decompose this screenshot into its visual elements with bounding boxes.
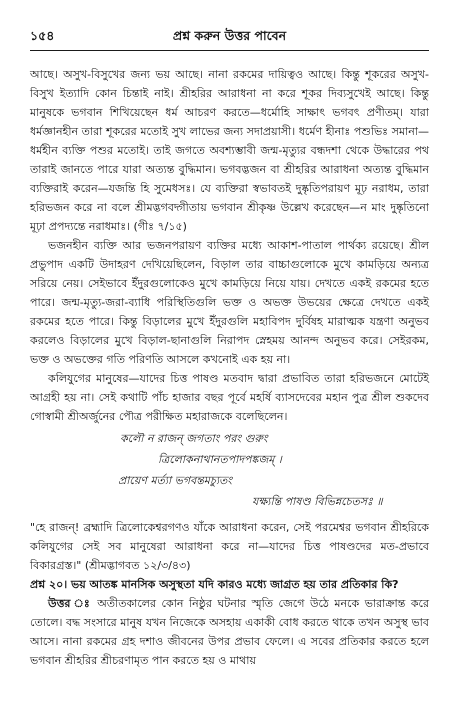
paragraph-3: কলিযুগের মানুষের—যাদের চিত্ত পাষণ্ড মতবাদ দ্বারা প্রভাবিত তারা হরিভজনে মোটেই আগ্রহী হয় না। সেই কথাটি পাঁচ হাজার বছর পূর্বে মহর্ষি ব্যাসদেবের মহান পুত্র শ্রীল শুকদেব গোস্বামী শ্রীঅর্জুনের পৌত্র পরীক্ষিত মহারাজকে বলেছিলেন। — [30, 372, 429, 423]
answer-text: অতীতকালের কোন নিষ্ঠুর ঘটনার স্মৃতি জেগে উঠে মনকে ভারাক্রান্ত করে তোলে। বদ্ধ সংসারে মানুষ যখন নিজেকে অসহায় একাকী বোধ করতে থাকে তখন অসুস্থ ভাব আসে। নানা রকমের গ্রহ দশাও জীবনের উপর প্রভাব ফেলে। এ সবের প্রতিকার করতে হলে ভগবান শ্রীহরির শ্রীচরণামৃত পান করতে হয় ও মাথায় — [30, 597, 429, 667]
question-heading: প্রশ্ন ২০। ভয় আতঙ্ক মানসিক অসুস্থতা যদি কারও মধ্যে জাগ্রত হয় তার প্রতিকার কি? — [30, 578, 399, 591]
sanskrit-verse — [30, 428, 429, 512]
page-header — [30, 28, 429, 48]
answer-paragraph — [30, 594, 429, 670]
page-number: ১৫৪ — [30, 28, 55, 43]
verse-line-2: ত্রিলোকনাথানতপাদপঙ্কজম্ । — [158, 453, 282, 466]
paragraph-1: আছে। অসুখ-বিসুখের জন্য ভয় আছে। নানা রকমের দায়িত্বও আছে। কিন্তু শূকরের অসুখ-বিসুখ ইত্যাদি কোন চিন্তাই নাই। শ্রীহরির আরাধনা না করে শূকর দিব্যসুখেই আছে। কিন্তু মানুষকে ভগবান শিখিয়েছেন ধর্ম আচরণ করতে—ধর্মোহি সাক্ষাৎ ভগবৎ প্রণীতম্। যারা ধর্মজ্ঞানহীন তারা শূকরের মতোই সুখ লাভের জন্য সদাপ্রয়াসী। ধর্মেণ হীনাঃ পশুভিঃ সমানা—ধর্মহীন ব্যক্তি পশুর মতোই। তাই জগতে অবশ্যম্ভাবী জন্ম-মৃত্যুর বন্ধদশা থেকে উদ্ধারের পথ তারাই জানতে পারে যারা অত্যন্ত বুদ্ধিমান। ভগবদ্ভজন বা শ্রীহরির আরাধনা অত্যন্ত বুদ্ধিমান ব্যক্তিরাই করেন—যজন্তি হি সুমেধসঃ। যে ব্যক্তিরা স্বভাবতই দুষ্কৃতিপরায়ণ মূঢ় নরাধম, তারা হরিভজন করে না বলে শ্রীমদ্ভগবদ্গীতায় ভগবান শ্রীকৃষ্ণ উল্লেখ করেছেন—ন মাং দুষ্কৃতিনো মূঢ়া প্রপদ্যন্তে নরাধমাঃ। (গীঃ ৭/১৫) — [30, 68, 429, 233]
header-rule — [30, 50, 429, 51]
verse-translation: "হে রাজন্! ব্রহ্মাদি ত্রিলোকেশ্বরগণও যাঁকে আরাধনা করেন, সেই পরমেশ্বর ভগবান শ্রীহরিকে কলিযুগের সেই সব মানুষেরা আরাধনা করে না—যাদের চিত্ত পাষণ্ডদের মত-প্রভাবে বিকারগ্রস্ত।" (শ্রীমদ্ভাগবত ১২/৩/৪৩) — [30, 521, 429, 572]
paragraph-2: ভজনহীন ব্যক্তি আর ভজনপরায়ণ ব্যক্তির মধ্যে আকাশ-পাতাল পার্থক্য রয়েছে। শ্রীল প্রভুপাদ একটি উদাহরণ দেখিয়েছিলেন, বিড়াল তার বাচ্চাগুলোকে মুখে কামড়িয়ে অন্যত্র সরিয়ে নেয়। সেইভাবে ইঁদুরগুলোকেও মুখে কামড়িয়ে নিয়ে যায়। দেখতে একই রকমের হতে পারে। জন্ম-মৃত্যু-জরা-ব্যাধি পরিস্থিতিগুলি ভক্ত ও অভক্ত উভয়ের ক্ষেত্রে দেখতে একই রকমের হতে পারে। কিন্তু বিড়ালের মুখে ইঁদুরগুলি মহাবিপদ দুর্বিষহ মারাত্মক যন্ত্রণা অনুভব করলেও বিড়ালের মুখে বিড়াল-ছানাগুলি নিরাপদ স্নেহময় আনন্দ অনুভব করে। সেইরকম, ভক্ত ও অভক্তের গতি পরিণতি আসলে কখনোই এক হয় না। — [30, 239, 429, 366]
verse-line-1: কলৌ ন রাজন্ জগতাং পরং গুরুং — [120, 432, 268, 445]
running-title: প্রশ্ন করুন উত্তর পাবেন — [172, 28, 287, 43]
page-content — [30, 65, 429, 670]
verse-line-4: যক্ষ্যন্তি পাষণ্ড বিভিন্নচেতসঃ ॥ — [252, 495, 383, 508]
answer-label: উত্তর ঃ — [48, 597, 92, 610]
verse-line-3: প্রায়েণ মর্ত্যা ভগবন্তমচ্যুতং — [118, 474, 233, 487]
